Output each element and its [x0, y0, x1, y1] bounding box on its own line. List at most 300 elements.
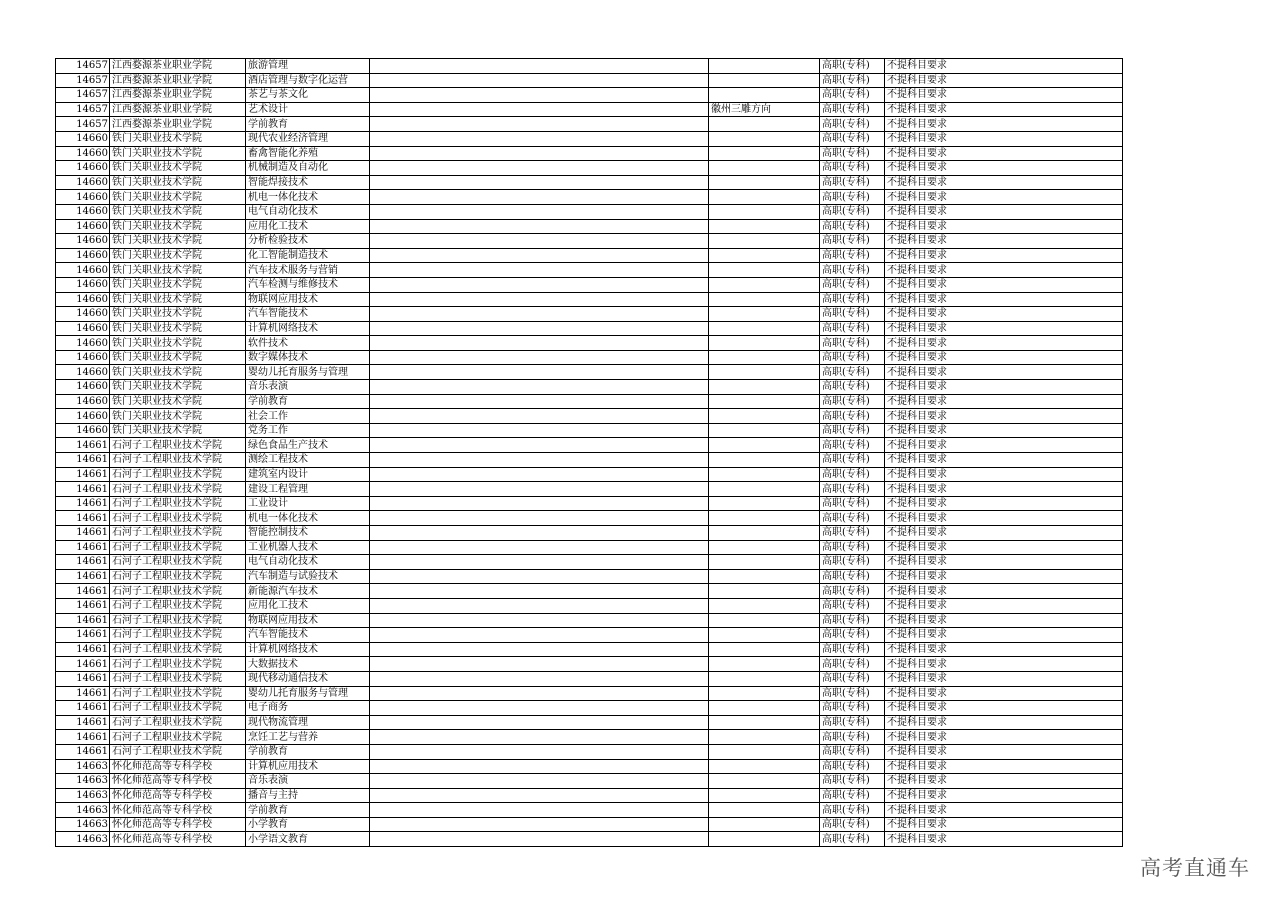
major-name-cell: 机电一体化技术: [246, 511, 370, 526]
empty-cell: [370, 817, 709, 832]
school-name-cell: 石河子工程职业技术学院: [110, 584, 246, 599]
level-cell: 高职(专科): [820, 657, 885, 672]
empty-cell: [370, 832, 709, 847]
school-code-cell: 14661: [56, 526, 110, 541]
school-code-cell: 14661: [56, 584, 110, 599]
empty-cell: [370, 642, 709, 657]
empty-cell: [370, 774, 709, 789]
subject-requirement-cell: 不提科目要求: [885, 832, 1123, 847]
table-row: [56, 350, 1123, 365]
empty-cell: [370, 88, 709, 103]
empty-cell: [370, 350, 709, 365]
remark-cell: [709, 788, 820, 803]
remark-cell: [709, 336, 820, 351]
remark-cell: [709, 774, 820, 789]
empty-cell: [370, 584, 709, 599]
remark-cell: [709, 584, 820, 599]
school-name-cell: 江西婺源茶业职业学院: [110, 59, 246, 74]
subject-requirement-cell: 不提科目要求: [885, 248, 1123, 263]
subject-requirement-cell: 不提科目要求: [885, 788, 1123, 803]
school-code-cell: 14663: [56, 817, 110, 832]
major-name-cell: 计算机网络技术: [246, 321, 370, 336]
table-row: [56, 598, 1123, 613]
major-name-cell: 学前教育: [246, 117, 370, 132]
remark-cell: [709, 219, 820, 234]
table-row: [56, 88, 1123, 103]
subject-requirement-cell: 不提科目要求: [885, 234, 1123, 249]
school-code-cell: 14661: [56, 715, 110, 730]
remark-cell: [709, 438, 820, 453]
empty-cell: [370, 788, 709, 803]
school-name-cell: 铁门关职业技术学院: [110, 423, 246, 438]
school-code-cell: 14660: [56, 321, 110, 336]
subject-requirement-cell: 不提科目要求: [885, 613, 1123, 628]
school-code-cell: 14660: [56, 175, 110, 190]
major-name-cell: 播音与主持: [246, 788, 370, 803]
remark-cell: [709, 307, 820, 322]
level-cell: 高职(专科): [820, 161, 885, 176]
table-row: [56, 263, 1123, 278]
empty-cell: [370, 59, 709, 74]
school-name-cell: 铁门关职业技术学院: [110, 146, 246, 161]
table-row: [56, 336, 1123, 351]
level-cell: 高职(专科): [820, 701, 885, 716]
school-name-cell: 怀化师范高等专科学校: [110, 817, 246, 832]
school-name-cell: 铁门关职业技术学院: [110, 307, 246, 322]
major-name-cell: 电气自动化技术: [246, 555, 370, 570]
table-row: [56, 803, 1123, 818]
remark-cell: [709, 526, 820, 541]
school-name-cell: 石河子工程职业技术学院: [110, 511, 246, 526]
major-name-cell: 汽车检测与维修技术: [246, 277, 370, 292]
level-cell: 高职(专科): [820, 131, 885, 146]
subject-requirement-cell: 不提科目要求: [885, 686, 1123, 701]
school-name-cell: 石河子工程职业技术学院: [110, 569, 246, 584]
remark-cell: [709, 423, 820, 438]
remark-cell: [709, 175, 820, 190]
empty-cell: [370, 701, 709, 716]
school-code-cell: 14660: [56, 131, 110, 146]
school-code-cell: 14661: [56, 511, 110, 526]
level-cell: 高职(专科): [820, 817, 885, 832]
level-cell: 高职(专科): [820, 380, 885, 395]
remark-cell: [709, 628, 820, 643]
level-cell: 高职(专科): [820, 350, 885, 365]
school-code-cell: 14663: [56, 774, 110, 789]
subject-requirement-cell: 不提科目要求: [885, 526, 1123, 541]
major-name-cell: 畜禽智能化养殖: [246, 146, 370, 161]
major-name-cell: 物联网应用技术: [246, 613, 370, 628]
empty-cell: [370, 598, 709, 613]
subject-requirement-cell: 不提科目要求: [885, 453, 1123, 468]
subject-requirement-cell: 不提科目要求: [885, 292, 1123, 307]
level-cell: 高职(专科): [820, 307, 885, 322]
level-cell: 高职(专科): [820, 292, 885, 307]
empty-cell: [370, 307, 709, 322]
table-row: [56, 628, 1123, 643]
major-name-cell: 计算机应用技术: [246, 759, 370, 774]
remark-cell: [709, 715, 820, 730]
school-code-cell: 14660: [56, 146, 110, 161]
empty-cell: [370, 423, 709, 438]
school-code-cell: 14660: [56, 292, 110, 307]
school-code-cell: 14661: [56, 744, 110, 759]
remark-cell: [709, 511, 820, 526]
subject-requirement-cell: 不提科目要求: [885, 350, 1123, 365]
level-cell: 高职(专科): [820, 482, 885, 497]
major-name-cell: 工业设计: [246, 496, 370, 511]
school-code-cell: 14657: [56, 88, 110, 103]
watermark: 高考直通车: [1140, 856, 1250, 880]
empty-cell: [370, 555, 709, 570]
level-cell: 高职(专科): [820, 263, 885, 278]
empty-cell: [370, 803, 709, 818]
school-code-cell: 14660: [56, 350, 110, 365]
level-cell: 高职(专科): [820, 409, 885, 424]
major-name-cell: 电子商务: [246, 701, 370, 716]
major-name-cell: 社会工作: [246, 409, 370, 424]
school-code-cell: 14660: [56, 263, 110, 278]
table-row: [56, 380, 1123, 395]
school-code-cell: 14661: [56, 671, 110, 686]
subject-requirement-cell: 不提科目要求: [885, 146, 1123, 161]
empty-cell: [370, 511, 709, 526]
remark-cell: [709, 248, 820, 263]
level-cell: 高职(专科): [820, 613, 885, 628]
school-name-cell: 铁门关职业技术学院: [110, 131, 246, 146]
school-code-cell: 14661: [56, 540, 110, 555]
major-name-cell: 现代农业经济管理: [246, 131, 370, 146]
school-code-cell: 14661: [56, 467, 110, 482]
table-row: [56, 423, 1123, 438]
remark-cell: [709, 642, 820, 657]
table-row: [56, 613, 1123, 628]
major-name-cell: 学前教育: [246, 803, 370, 818]
empty-cell: [370, 161, 709, 176]
remark-cell: [709, 555, 820, 570]
table-row: [56, 657, 1123, 672]
empty-cell: [370, 234, 709, 249]
remark-cell: [709, 701, 820, 716]
remark-cell: [709, 598, 820, 613]
table-row: [56, 788, 1123, 803]
empty-cell: [370, 219, 709, 234]
remark-cell: [709, 365, 820, 380]
subject-requirement-cell: 不提科目要求: [885, 321, 1123, 336]
subject-requirement-cell: 不提科目要求: [885, 744, 1123, 759]
school-code-cell: 14661: [56, 598, 110, 613]
table-row: [56, 204, 1123, 219]
subject-requirement-cell: 不提科目要求: [885, 263, 1123, 278]
major-name-cell: 汽车智能技术: [246, 628, 370, 643]
remark-cell: [709, 482, 820, 497]
table-row: [56, 146, 1123, 161]
school-name-cell: 石河子工程职业技术学院: [110, 701, 246, 716]
school-code-cell: 14660: [56, 409, 110, 424]
major-name-cell: 智能焊接技术: [246, 175, 370, 190]
table-row: [56, 394, 1123, 409]
empty-cell: [370, 496, 709, 511]
remark-cell: [709, 832, 820, 847]
school-code-cell: 14663: [56, 832, 110, 847]
level-cell: 高职(专科): [820, 730, 885, 745]
subject-requirement-cell: 不提科目要求: [885, 423, 1123, 438]
school-name-cell: 铁门关职业技术学院: [110, 219, 246, 234]
subject-requirement-cell: 不提科目要求: [885, 555, 1123, 570]
subject-requirement-cell: 不提科目要求: [885, 73, 1123, 88]
empty-cell: [370, 292, 709, 307]
level-cell: 高职(专科): [820, 117, 885, 132]
major-name-cell: 建设工程管理: [246, 482, 370, 497]
school-code-cell: 14661: [56, 657, 110, 672]
major-name-cell: 艺术设计: [246, 102, 370, 117]
remark-cell: [709, 817, 820, 832]
school-name-cell: 铁门关职业技术学院: [110, 350, 246, 365]
school-name-cell: 石河子工程职业技术学院: [110, 526, 246, 541]
level-cell: 高职(专科): [820, 204, 885, 219]
remark-cell: [709, 730, 820, 745]
table-row: [56, 482, 1123, 497]
remark-cell: [709, 394, 820, 409]
level-cell: 高职(专科): [820, 146, 885, 161]
school-code-cell: 14660: [56, 394, 110, 409]
remark-cell: [709, 146, 820, 161]
major-name-cell: 大数据技术: [246, 657, 370, 672]
subject-requirement-cell: 不提科目要求: [885, 380, 1123, 395]
school-name-cell: 石河子工程职业技术学院: [110, 453, 246, 468]
empty-cell: [370, 482, 709, 497]
school-name-cell: 石河子工程职业技术学院: [110, 540, 246, 555]
school-code-cell: 14657: [56, 73, 110, 88]
level-cell: 高职(专科): [820, 453, 885, 468]
major-name-cell: 小学语文教育: [246, 832, 370, 847]
table-row: [56, 59, 1123, 74]
level-cell: 高职(专科): [820, 671, 885, 686]
remark-cell: [709, 744, 820, 759]
table-row: [56, 307, 1123, 322]
level-cell: 高职(专科): [820, 496, 885, 511]
subject-requirement-cell: 不提科目要求: [885, 817, 1123, 832]
remark-cell: [709, 190, 820, 205]
major-name-cell: 电气自动化技术: [246, 204, 370, 219]
level-cell: 高职(专科): [820, 569, 885, 584]
remark-cell: [709, 540, 820, 555]
remark-cell: [709, 234, 820, 249]
table-row: [56, 832, 1123, 847]
subject-requirement-cell: 不提科目要求: [885, 59, 1123, 74]
school-name-cell: 怀化师范高等专科学校: [110, 759, 246, 774]
school-name-cell: 石河子工程职业技术学院: [110, 730, 246, 745]
remark-cell: [709, 350, 820, 365]
school-code-cell: 14660: [56, 380, 110, 395]
table-row: [56, 642, 1123, 657]
major-name-cell: 小学教育: [246, 817, 370, 832]
subject-requirement-cell: 不提科目要求: [885, 190, 1123, 205]
level-cell: 高职(专科): [820, 73, 885, 88]
school-name-cell: 石河子工程职业技术学院: [110, 467, 246, 482]
remark-cell: [709, 409, 820, 424]
school-name-cell: 江西婺源茶业职业学院: [110, 88, 246, 103]
table-row: [56, 453, 1123, 468]
subject-requirement-cell: 不提科目要求: [885, 117, 1123, 132]
remark-cell: [709, 117, 820, 132]
level-cell: 高职(专科): [820, 511, 885, 526]
remark-cell: [709, 263, 820, 278]
remark-cell: [709, 321, 820, 336]
subject-requirement-cell: 不提科目要求: [885, 598, 1123, 613]
subject-requirement-cell: 不提科目要求: [885, 730, 1123, 745]
empty-cell: [370, 759, 709, 774]
subject-requirement-cell: 不提科目要求: [885, 715, 1123, 730]
school-code-cell: 14660: [56, 161, 110, 176]
major-name-cell: 婴幼儿托育服务与管理: [246, 365, 370, 380]
remark-cell: [709, 467, 820, 482]
school-name-cell: 石河子工程职业技术学院: [110, 744, 246, 759]
level-cell: 高职(专科): [820, 394, 885, 409]
school-name-cell: 江西婺源茶业职业学院: [110, 73, 246, 88]
level-cell: 高职(专科): [820, 774, 885, 789]
table-row: [56, 438, 1123, 453]
major-name-cell: 应用化工技术: [246, 219, 370, 234]
school-code-cell: 14661: [56, 701, 110, 716]
school-name-cell: 铁门关职业技术学院: [110, 292, 246, 307]
subject-requirement-cell: 不提科目要求: [885, 569, 1123, 584]
major-name-cell: 汽车技术服务与营销: [246, 263, 370, 278]
school-code-cell: 14660: [56, 234, 110, 249]
level-cell: 高职(专科): [820, 467, 885, 482]
empty-cell: [370, 336, 709, 351]
school-name-cell: 石河子工程职业技术学院: [110, 496, 246, 511]
school-code-cell: 14660: [56, 219, 110, 234]
empty-cell: [370, 117, 709, 132]
school-name-cell: 石河子工程职业技术学院: [110, 657, 246, 672]
level-cell: 高职(专科): [820, 423, 885, 438]
school-code-cell: 14663: [56, 803, 110, 818]
table-row: [56, 131, 1123, 146]
remark-cell: [709, 803, 820, 818]
table-row: [56, 248, 1123, 263]
school-code-cell: 14663: [56, 788, 110, 803]
remark-cell: [709, 161, 820, 176]
major-name-cell: 工业机器人技术: [246, 540, 370, 555]
table-body: [56, 59, 1123, 847]
school-code-cell: 14660: [56, 307, 110, 322]
remark-cell: [709, 759, 820, 774]
subject-requirement-cell: 不提科目要求: [885, 175, 1123, 190]
school-code-cell: 14661: [56, 613, 110, 628]
school-code-cell: 14661: [56, 482, 110, 497]
subject-requirement-cell: 不提科目要求: [885, 394, 1123, 409]
remark-cell: [709, 613, 820, 628]
school-code-cell: 14661: [56, 686, 110, 701]
school-code-cell: 14660: [56, 277, 110, 292]
table-row: [56, 277, 1123, 292]
school-code-cell: 14657: [56, 102, 110, 117]
empty-cell: [370, 409, 709, 424]
empty-cell: [370, 613, 709, 628]
empty-cell: [370, 394, 709, 409]
subject-requirement-cell: 不提科目要求: [885, 102, 1123, 117]
empty-cell: [370, 263, 709, 278]
major-name-cell: 应用化工技术: [246, 598, 370, 613]
remark-cell: [709, 277, 820, 292]
subject-requirement-cell: 不提科目要求: [885, 759, 1123, 774]
table-row: [56, 292, 1123, 307]
empty-cell: [370, 628, 709, 643]
school-name-cell: 石河子工程职业技术学院: [110, 671, 246, 686]
level-cell: 高职(专科): [820, 219, 885, 234]
school-code-cell: 14660: [56, 248, 110, 263]
school-name-cell: 铁门关职业技术学院: [110, 190, 246, 205]
school-name-cell: 怀化师范高等专科学校: [110, 803, 246, 818]
remark-cell: [709, 88, 820, 103]
empty-cell: [370, 744, 709, 759]
major-name-cell: 计算机网络技术: [246, 642, 370, 657]
subject-requirement-cell: 不提科目要求: [885, 511, 1123, 526]
empty-cell: [370, 365, 709, 380]
table-row: [56, 817, 1123, 832]
major-name-cell: 烹饪工艺与营养: [246, 730, 370, 745]
level-cell: 高职(专科): [820, 321, 885, 336]
subject-requirement-cell: 不提科目要求: [885, 701, 1123, 716]
remark-cell: [709, 204, 820, 219]
school-code-cell: 14660: [56, 423, 110, 438]
major-name-cell: 机电一体化技术: [246, 190, 370, 205]
remark-cell: [709, 292, 820, 307]
school-name-cell: 铁门关职业技术学院: [110, 204, 246, 219]
school-name-cell: 石河子工程职业技术学院: [110, 482, 246, 497]
table-row: [56, 584, 1123, 599]
table-row: [56, 540, 1123, 555]
level-cell: 高职(专科): [820, 598, 885, 613]
remark-cell: [709, 131, 820, 146]
subject-requirement-cell: 不提科目要求: [885, 774, 1123, 789]
table-row: [56, 190, 1123, 205]
school-code-cell: 14660: [56, 336, 110, 351]
level-cell: 高职(专科): [820, 526, 885, 541]
level-cell: 高职(专科): [820, 102, 885, 117]
empty-cell: [370, 146, 709, 161]
school-name-cell: 石河子工程职业技术学院: [110, 438, 246, 453]
table-row: [56, 715, 1123, 730]
empty-cell: [370, 204, 709, 219]
school-name-cell: 怀化师范高等专科学校: [110, 832, 246, 847]
major-name-cell: 学前教育: [246, 744, 370, 759]
subject-requirement-cell: 不提科目要求: [885, 219, 1123, 234]
empty-cell: [370, 467, 709, 482]
level-cell: 高职(专科): [820, 642, 885, 657]
major-name-cell: 数字媒体技术: [246, 350, 370, 365]
school-name-cell: 石河子工程职业技术学院: [110, 686, 246, 701]
table-row: [56, 365, 1123, 380]
remark-cell: [709, 686, 820, 701]
major-name-cell: 新能源汽车技术: [246, 584, 370, 599]
level-cell: 高职(专科): [820, 438, 885, 453]
school-code-cell: 14660: [56, 365, 110, 380]
table-row: [56, 701, 1123, 716]
major-name-cell: 旅游管理: [246, 59, 370, 74]
school-code-cell: 14657: [56, 117, 110, 132]
level-cell: 高职(专科): [820, 190, 885, 205]
empty-cell: [370, 715, 709, 730]
level-cell: 高职(专科): [820, 832, 885, 847]
school-name-cell: 铁门关职业技术学院: [110, 263, 246, 278]
level-cell: 高职(专科): [820, 365, 885, 380]
table-row: [56, 555, 1123, 570]
major-name-cell: 分析检验技术: [246, 234, 370, 249]
remark-cell: [709, 59, 820, 74]
major-name-cell: 汽车智能技术: [246, 307, 370, 322]
